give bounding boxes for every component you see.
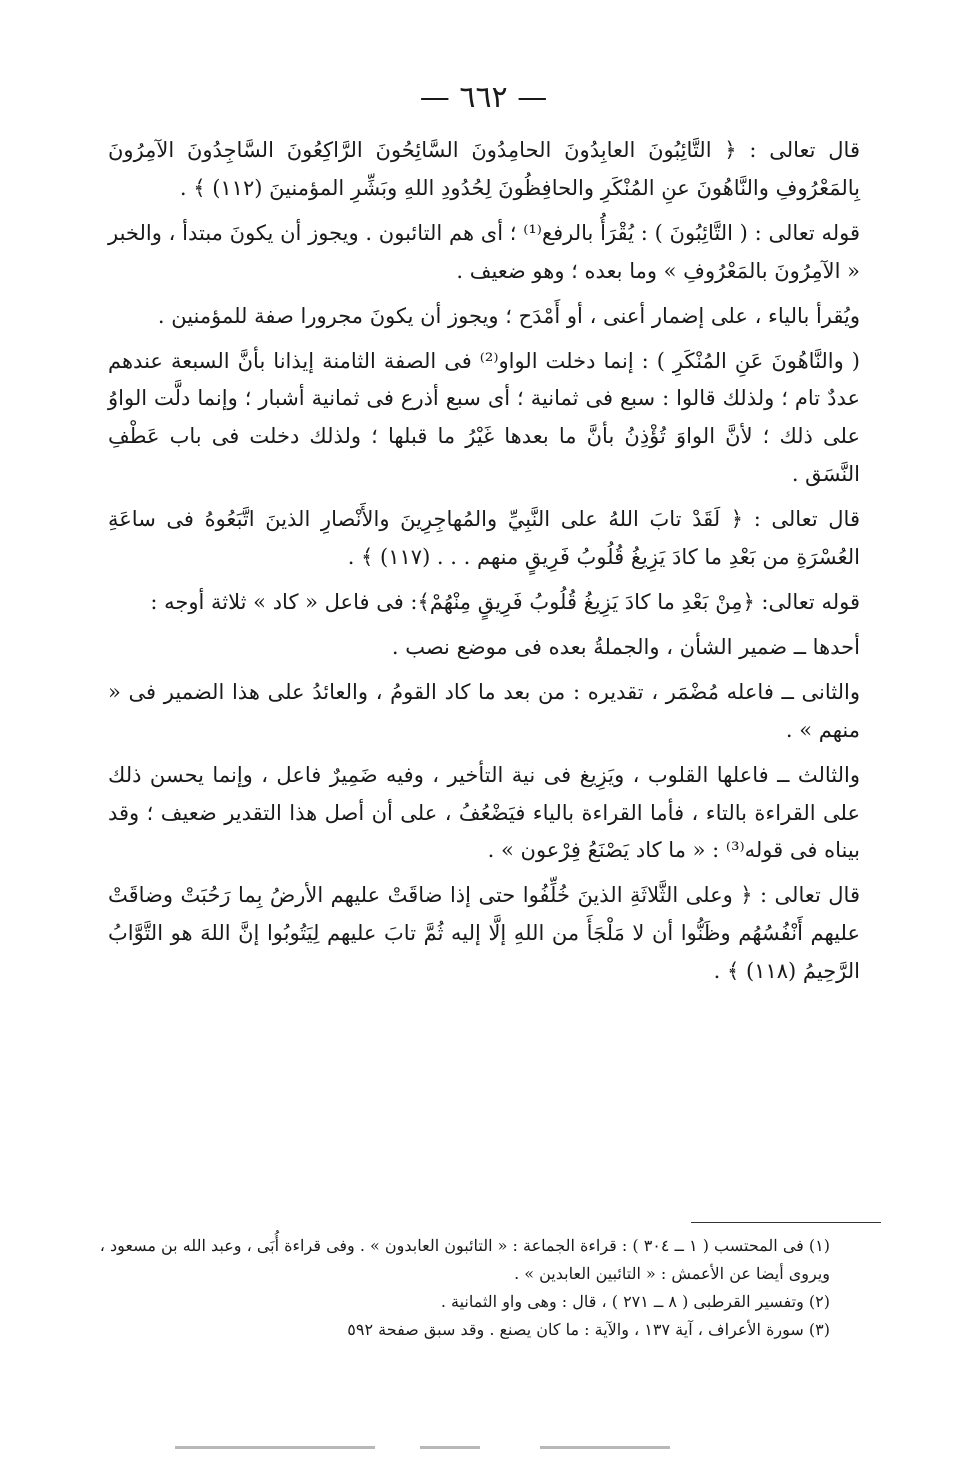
scan-artifact: [420, 1446, 480, 1449]
commentary-paragraph: أحدها ــ ضمير الشأن ، والجملةُ بعده فى موضع نصب .: [391, 634, 860, 659]
verse-118: قال تعالى : ﴿ وعلى الثَّلاثَةِ الذينَ خُلِّفُوا حتى إذا ضاقَتْ عليهم الأرضُ بِما رَحُبَتْ وضاقَتْ عليهم أَنْفُسُهُم وظَنُّوا أن لا مَلْجَأَ من اللهِ إلَّا إليه ثُمَّ تابَ عليهم لِيَتُوبُوا إنَّ اللهَ هو التَّوَّابُ الرَّحِيمُ (١١٨) ﴾ .: [108, 883, 860, 984]
footnote-1: (١) فى المحتسب ( ١ ــ ٣٠٤ ) : قراءة الجماعة : « التائبون العابدون » . وفى قراءة أُبَى ، وعبد الله بن مسعود ، ويروى أيضا عن الأعمش : « التائبين العابدين » .: [99, 1236, 830, 1283]
footnotes: [70, 1232, 830, 1344]
verse-112: قال تعالى : ﴿ التَّائِبُونَ العابِدُونَ الحامِدُونَ السَّائِحُونَ الرَّاكِعُونَ السَّاجِدُونَ الآمِرُونَ بِالمَعْرُوفِ والنَّاهُونَ عنِ المُنْكَرِ والحافِظُونَ لِحُدُودِ اللهِ وبَشِّرِ المؤمنينَ (١١٢) ﴾ .: [108, 138, 860, 200]
verse-117: قال تعالى : ﴿ لَقَدْ تابَ اللهُ على النَّبِيِّ والمُهاجِرِينَ والأَنْصارِ الذينَ اتَّبَعُوهُ فى ساعَةِ العُسْرَةِ من بَعْدِ ما كادَ يَزِيغُ قُلُوبُ فَرِيقٍ منهم . . . (١١٧) ﴾ .: [108, 507, 860, 570]
main-text: [108, 132, 860, 991]
commentary-paragraph: ( والنَّاهُونَ عَنِ المُنْكَرِ ) : إنما دخلت الواو⁽²⁾ فى الصفة الثامنة إيذانا بأنَّ السبعة عندهم عددٌ تام ؛ ولذلك قالوا : سبع فى ثمانية ؛ أى سبع أذرع فى ثمانية أشبار ؛ وإنما دلَّت الواوُ على ذلك ؛ لأنَّ الواوَ تُؤْذِنُ بأنَّ ما بعدها غَيْرُ ما قبلها ؛ ولذلك دخلت فى باب عَطْفِ النَّسَق .: [108, 348, 860, 487]
commentary-paragraph: قوله تعالى : ( التَّائِبُونَ ) : يُقْرَأُ بالرفع⁽¹⁾ ؛ أى هم التائبون . ويجوز أن يكونَ مبتدأ ، والخبر « الآمِرُونَ بالمَعْرُوفِ » وما بعده ؛ وهو ضعيف .: [108, 220, 861, 283]
commentary-paragraph: والثانى ــ فاعله مُضْمَر ، تقديره : من بعد ما كاد القومُ ، والعائدُ على هذا الضمير فى « منهم » .: [108, 679, 860, 742]
commentary-paragraph: والثالث ــ فاعلها القلوب ، ويَزِيغ فى نية التأخير ، وفيه ضَمِيرٌ فاعل ، وإنما يحسن ذلك على القراءة بالتاء ، فأما القراءة بالياء فيَضْعُفُ ، على أن أصل هذا التقدير ضعيف ؛ وقد بيناه فى قوله⁽³⁾ : « ما كاد يَصْنَعُ فِرْعون » .: [108, 762, 860, 863]
commentary-paragraph: ويُقرأ بالياء ، على إضمار أعنى ، أو أَمْدَح ؛ ويجوز أن يكونَ مجرورا صفة للمؤمنين .: [157, 303, 860, 328]
footnote-2: (٢) وتفسير القرطبى ( ٨ ــ ٢٧١ ) ، قال : وهى واو الثمانية .: [440, 1292, 830, 1311]
scan-artifact: [175, 1446, 375, 1449]
scan-artifact: [540, 1446, 670, 1449]
page-number: — ٦٦٢ —: [419, 80, 548, 115]
footnote-3: (٣) سورة الأعراف ، آية ١٣٧ ، والآية : ما كان يصنع . وقد سبق صفحة ٥٩٢: [347, 1320, 830, 1339]
footnote-separator: [691, 1222, 881, 1223]
commentary-paragraph: قوله تعالى: ﴿مِنْ بَعْدِ ما كادَ يَزِيغُ قُلُوبُ فَرِيقٍ مِنْهُمْ﴾: فى فاعل « كاد » ثلاثة أوجه :: [150, 589, 860, 614]
